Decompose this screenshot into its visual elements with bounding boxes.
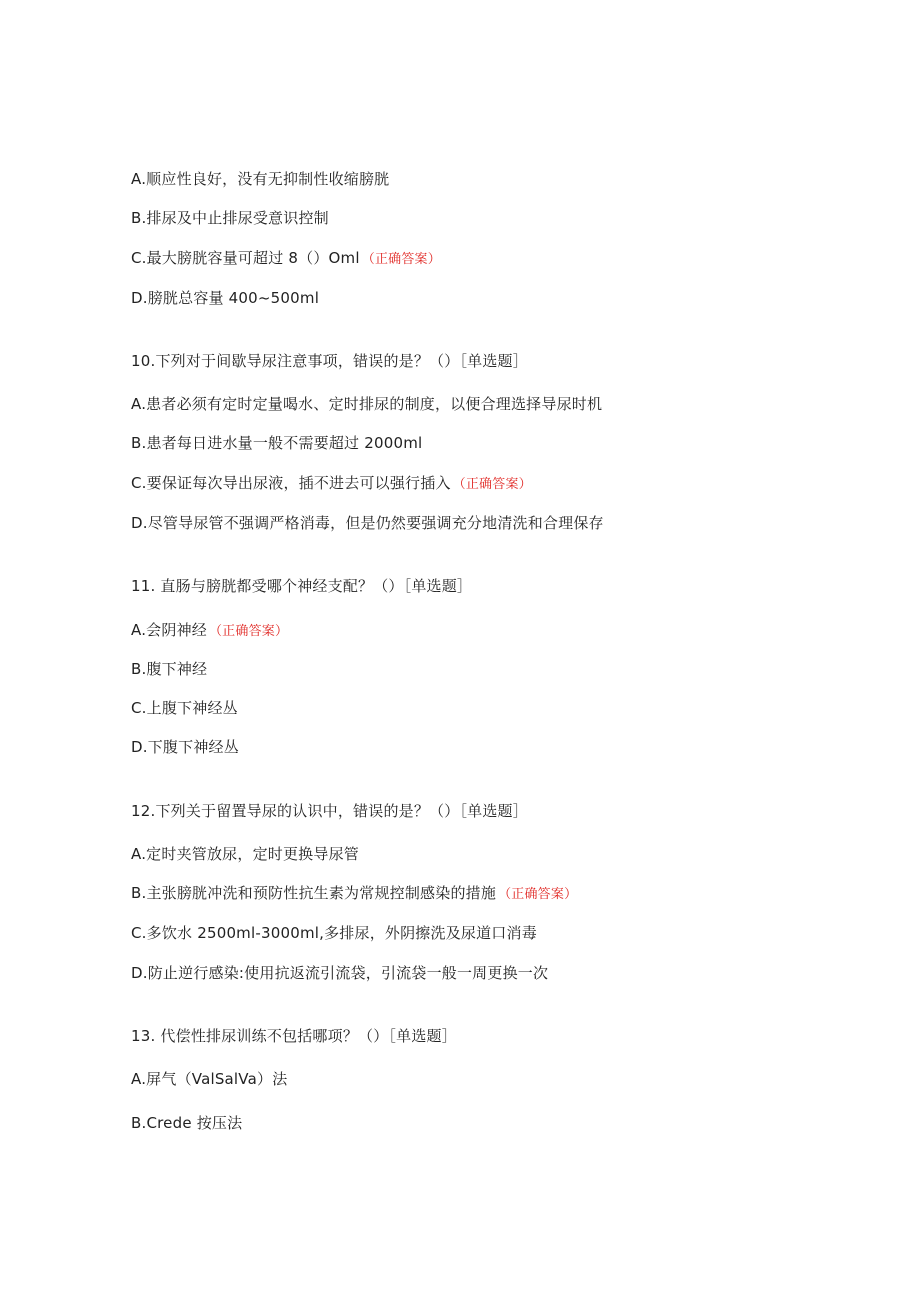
option-12c: C.多饮水 2500ml-3000ml,多排尿，外阴擦洗及尿道口消毒 — [131, 924, 537, 942]
option-12b: B.主张膀胱冲洗和预防性抗生素为常规控制感染的措施 （正确答案） — [131, 884, 578, 902]
option-12a: A.定时夹管放尿，定时更换导尿管 — [131, 845, 359, 863]
question-11-stem: 11. 直肠与膀胱都受哪个神经支配？（）［单选题］ — [131, 577, 473, 595]
correct-answer-tag: （正确答案） — [208, 624, 289, 639]
option-13a: A.屏气（ValSalVa）法 — [131, 1070, 288, 1088]
correct-answer-tag: （正确答案） — [452, 477, 532, 492]
option-10c: C.要保证每次导出尿液，插不进去可以强行插入 （正确答案） — [131, 474, 532, 492]
option-10a: A.患者必须有定时定量喝水、定时排尿的制度，以便合理选择导尿时机 — [131, 395, 603, 413]
option-11d: D.下腹下神经丛 — [131, 738, 239, 756]
option-9a: A.顺应性良好，没有无抑制性收缩膀胱 — [131, 170, 390, 188]
option-13b: B.Crede 按压法 — [131, 1114, 243, 1132]
option-9b: B.排尿及中止排尿受意识控制 — [131, 209, 329, 227]
option-10d: D.尽管导尿管不强调严格消毒，但是仍然要强调充分地清洗和合理保存 — [131, 514, 604, 532]
question-10-stem: 10.下列对于间歇导尿注意事项，错误的是？（）［单选题］ — [131, 352, 528, 370]
correct-answer-tag: （正确答案） — [498, 887, 578, 902]
question-13-stem: 13. 代偿性排尿训练不包括哪项？（）［单选题］ — [131, 1027, 457, 1045]
option-9c: C.最大膀胱容量可超过 8（）Oml （正确答案） — [131, 249, 441, 267]
question-12-stem: 12.下列关于留置导尿的认识中，错误的是？（）［单选题］ — [131, 802, 528, 820]
option-11c: C.上腹下神经丛 — [131, 699, 238, 717]
option-10b: B.患者每日进水量一般不需要超过 2000ml — [131, 434, 423, 452]
correct-answer-tag: （正确答案） — [361, 252, 441, 267]
option-11a: A.会阴神经 （正确答案） — [131, 621, 289, 639]
option-12d: D.防止逆行感染:使用抗返流引流袋，引流袋一般一周更换一次 — [131, 964, 549, 982]
option-9d: D.膀胱总容量 400~500ml — [131, 289, 320, 307]
option-11b: B.腹下神经 — [131, 660, 208, 678]
